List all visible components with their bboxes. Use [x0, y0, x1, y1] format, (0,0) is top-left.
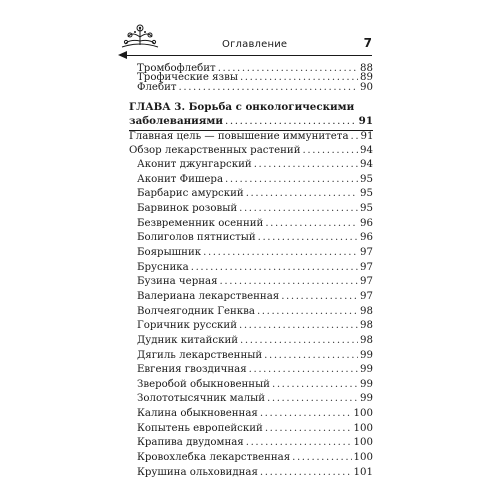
- toc-entry: [137, 262, 373, 274]
- toc-entry-title: Трофические язвы: [137, 72, 238, 83]
- toc-entry: [137, 218, 373, 230]
- toc-leader-dots: [281, 291, 358, 303]
- toc-entry-title: Барвинок розовый: [137, 202, 238, 214]
- toc-entry: [137, 247, 373, 259]
- toc-entry-page: 91: [360, 131, 374, 142]
- toc-entry-title: Бузина черная: [137, 276, 218, 288]
- toc-entry-page: 97: [360, 246, 373, 258]
- toc-entry: [137, 232, 373, 244]
- toc-entry: [129, 145, 373, 157]
- toc-entry-title: Евгения гвоздичная: [137, 364, 247, 376]
- toc-leader-dots: [260, 467, 352, 479]
- toc-leader-dots: [249, 364, 358, 376]
- toc-entry-title: Безвременник осенний: [137, 217, 264, 229]
- toc-leader-dots: [246, 188, 358, 200]
- toc-entry-page: 94: [360, 159, 373, 170]
- toc-entry-title: Калина обыкновенная: [137, 408, 258, 420]
- toc-leader-dots: [272, 379, 358, 391]
- toc-entry-page: 98: [360, 320, 373, 332]
- toc-entry-title: Главная цель — повышение иммунитета: [129, 131, 349, 142]
- toc-entry-title: Аконит Фишера: [137, 173, 224, 185]
- toc-entry-title: Кровохлебка лекарственная: [137, 452, 291, 463]
- toc-leader-dots: [239, 320, 358, 332]
- toc-leader-dots: [240, 335, 358, 347]
- toc-entry-page: 89: [360, 72, 373, 83]
- toc-entry-page: 99: [360, 349, 373, 361]
- running-header-title: Оглавление: [222, 39, 288, 50]
- toc-entry: [137, 379, 373, 391]
- toc-entry: [137, 350, 373, 362]
- toc-leader-dots: [258, 232, 358, 244]
- toc-entry-page: 90: [360, 82, 373, 93]
- toc-entry: [137, 320, 373, 332]
- toc-leader-dots: [203, 247, 358, 259]
- toc-entry-page: 98: [360, 305, 373, 317]
- toc-entry: [137, 335, 373, 347]
- toc-leader-dots: [267, 393, 358, 405]
- toc-leader-dots: [260, 408, 352, 420]
- toc-leader-dots: [292, 452, 351, 464]
- toc-entry-title: Валериана лекарственная: [137, 290, 280, 302]
- toc-entry-page: 100: [353, 408, 373, 420]
- toc-entry-page: 101: [353, 466, 373, 478]
- toc-entry-title: Золототысячник малый: [137, 393, 266, 405]
- toc-entry-page: 99: [360, 393, 373, 405]
- toc-entry: [137, 423, 373, 435]
- toc-entry: [137, 393, 373, 405]
- toc-leader-dots: [265, 218, 358, 230]
- toc-leader-dots: [191, 262, 358, 274]
- toc-entry: [137, 467, 373, 479]
- toc-entry-title: Флебит: [137, 82, 177, 93]
- toc-entry: [137, 408, 373, 420]
- toc-entry: [137, 188, 373, 200]
- toc-leader-dots: [265, 423, 352, 435]
- toc-entry-title: Тромбофлебит: [137, 63, 216, 74]
- toc-entry-title: Дягиль лекарственный: [137, 349, 263, 361]
- toc-entry-page: 100: [353, 452, 373, 463]
- toc-entry-title: Обзор лекарственных растений: [129, 145, 301, 156]
- toc-entry-page: 99: [360, 364, 373, 376]
- toc-entry-page: 96: [360, 232, 373, 244]
- toc-entry-page: 100: [353, 422, 373, 434]
- toc-leader-dots: [254, 159, 358, 171]
- toc-entry-title: Аконит джунгарский: [137, 159, 252, 170]
- toc-entry-page: 95: [360, 173, 373, 185]
- toc-leader-dots: [303, 145, 359, 157]
- toc-entry: [137, 452, 373, 464]
- toc-entry-title: Боярышник: [137, 246, 202, 258]
- toc-entry-page: 97: [360, 261, 373, 273]
- toc-entry-page: 88: [360, 63, 373, 74]
- toc-entry-page: 95: [360, 188, 373, 200]
- toc-entry-title: Барбарис амурский: [137, 188, 244, 200]
- chapter-heading-line1: ГЛАВА 3. Борьба с онкологическими: [129, 101, 355, 113]
- toc-entry: [137, 291, 373, 303]
- toc-entry-title: Волчеягодник Генква: [137, 305, 255, 317]
- toc-entry: [137, 82, 373, 94]
- chapter-heading: [129, 100, 373, 128]
- toc-leader-dots: [257, 306, 358, 318]
- toc-entry: [137, 437, 373, 449]
- toc-entry-title: Крушина ольховидная: [137, 466, 258, 478]
- toc-leader-dots: [246, 437, 352, 449]
- toc-entry-page: 95: [360, 202, 373, 214]
- toc-entry-title: Брусника: [137, 261, 189, 273]
- toc-entry-title: Копытень европейский: [137, 422, 263, 434]
- toc-leader-dots: [225, 174, 358, 186]
- chapter-heading-line2: [129, 114, 373, 128]
- page-number: 7: [363, 36, 372, 50]
- toc-entry-page: 97: [360, 290, 373, 302]
- toc-entry-title: Зверобой обыкновенный: [137, 378, 270, 390]
- toc-entry-page: 97: [360, 276, 373, 288]
- toc-entry-title: Крапива двудомная: [137, 437, 244, 449]
- toc-entry-title: Горичник русский: [137, 320, 237, 332]
- toc-leader-dots: [239, 203, 358, 215]
- toc-entry: [129, 131, 373, 143]
- toc-entry-page: 94: [360, 145, 373, 156]
- toc-entry: [137, 364, 373, 376]
- toc-leader-dots: [220, 276, 359, 288]
- toc-leader-dots: [264, 350, 358, 362]
- toc-entry: [137, 174, 373, 186]
- toc-entry-title: Болиголов пятнистый: [137, 232, 256, 244]
- chapter-page: 91: [358, 115, 373, 127]
- toc-entry-page: 96: [360, 217, 373, 229]
- toc-leader-dots: [179, 82, 359, 94]
- toc-entry: [137, 306, 373, 318]
- toc-entry-page: 99: [360, 378, 373, 390]
- toc-leader-dots: [351, 131, 359, 143]
- chapter-heading-text: заболеваниями: [129, 115, 223, 127]
- toc-leader-dots: [225, 114, 357, 128]
- toc-entry: [137, 276, 373, 288]
- toc-entry: [137, 203, 373, 215]
- toc-entry-page: 98: [360, 334, 373, 346]
- toc-entry-page: 100: [353, 437, 373, 449]
- toc-entry: [137, 159, 373, 171]
- toc-entry-title: Дудник китайский: [137, 334, 239, 346]
